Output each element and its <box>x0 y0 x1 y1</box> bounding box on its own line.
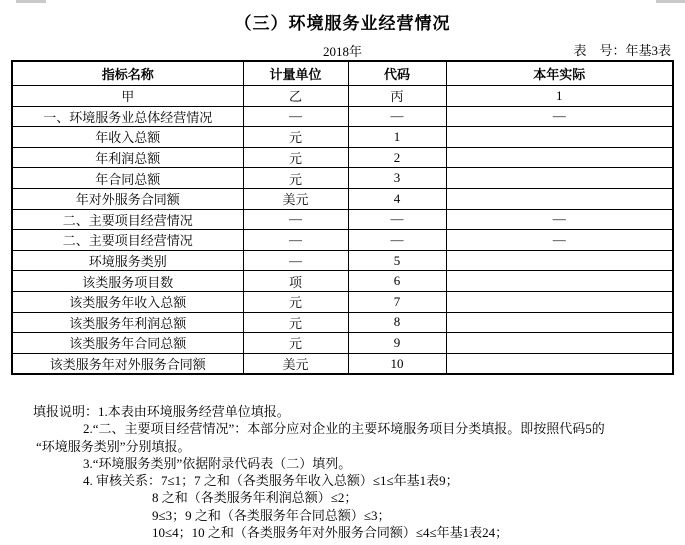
code-cell: 9 <box>348 333 446 354</box>
scan-artifact-left <box>16 0 46 3</box>
note-line: 10≤4；10 之和（各类服务年对外服务合同额）≤4≤年基1表24； <box>152 525 509 541</box>
unit-cell: — <box>243 209 348 230</box>
code-cell: — <box>348 106 446 127</box>
table-row <box>12 168 673 189</box>
table-row <box>12 209 673 230</box>
indicator-name-cell: 该类服务项目数 <box>12 271 243 292</box>
unit-cell: — <box>243 106 348 127</box>
value-cell <box>446 271 673 292</box>
subheader-jia: 甲 <box>12 86 243 107</box>
indicator-name-cell: 二、主要项目经营情况 <box>12 230 243 251</box>
note-line: 填报说明：1.本表由环境服务经营单位填报。 <box>33 404 290 419</box>
code-cell: 1 <box>348 127 446 148</box>
form-number-label: 表 号：年基3表 <box>573 43 671 58</box>
value-cell <box>446 312 673 333</box>
code-cell: — <box>348 230 446 251</box>
indicator-name-cell: 二、主要项目经营情况 <box>12 209 243 230</box>
value-cell: — <box>446 230 673 251</box>
code-cell: 7 <box>348 291 446 312</box>
scan-artifact-right <box>656 0 685 3</box>
unit-cell: 元 <box>243 333 348 354</box>
indicator-name-cell: 年合同总额 <box>12 168 243 189</box>
subheader-bing: 丙 <box>348 86 446 107</box>
indicator-name-cell: 该类服务年利润总额 <box>12 312 243 333</box>
code-cell: 4 <box>348 188 446 209</box>
indicator-name-cell: 该类服务年对外服务合同额 <box>12 353 243 374</box>
note-line: 3.“环境服务类别”依据附录代码表（二）填列。 <box>83 455 352 471</box>
unit-cell: 元 <box>243 147 348 168</box>
table-row <box>12 333 673 354</box>
table-row <box>12 188 673 209</box>
table-row <box>12 271 673 292</box>
note-line: 4. 审核关系：7≤1；7 之和（各类服务年收入总额）≤1≤年基1表9； <box>83 473 459 489</box>
unit-cell: 元 <box>243 168 348 189</box>
value-cell <box>446 250 673 271</box>
value-cell: — <box>446 209 673 230</box>
code-cell: 6 <box>348 271 446 292</box>
code-cell: 8 <box>348 312 446 333</box>
code-cell: 10 <box>348 353 446 374</box>
code-cell: 2 <box>348 147 446 168</box>
column-header-current-year: 本年实际 <box>446 61 673 86</box>
indicator-name-cell: 该类服务年合同总额 <box>12 333 243 354</box>
column-header-unit: 计量单位 <box>243 61 348 86</box>
indicator-name-cell: 年对外服务合同额 <box>12 188 243 209</box>
value-cell <box>446 188 673 209</box>
indicator-name-cell: 一、环境服务业总体经营情况 <box>12 106 243 127</box>
header-row <box>12 61 673 86</box>
table-row <box>12 291 673 312</box>
unit-cell: 元 <box>243 127 348 148</box>
table-row <box>12 127 673 148</box>
table-row <box>12 353 673 374</box>
unit-cell: 美元 <box>243 188 348 209</box>
filing-notes <box>0 403 685 541</box>
table-row <box>12 312 673 333</box>
code-cell: 5 <box>348 250 446 271</box>
note-line: 9≤3；9 之和（各类服务年合同总额）≤3； <box>152 507 391 523</box>
indicator-name-cell: 该类服务年收入总额 <box>12 291 243 312</box>
value-cell <box>446 333 673 354</box>
unit-cell: 元 <box>243 312 348 333</box>
unit-cell: 元 <box>243 291 348 312</box>
page-title: （三）环境服务业经营情况 <box>234 14 451 33</box>
note-line: 8 之和（各类服务年利润总额）≤2； <box>152 490 358 506</box>
table-row <box>12 250 673 271</box>
unit-cell: — <box>243 230 348 251</box>
table-row <box>12 147 673 168</box>
code-cell: 3 <box>348 168 446 189</box>
value-cell <box>446 168 673 189</box>
value-cell <box>446 147 673 168</box>
indicator-name-cell: 年收入总额 <box>12 127 243 148</box>
code-cell: — <box>348 209 446 230</box>
unit-cell: — <box>243 250 348 271</box>
value-cell <box>446 127 673 148</box>
table-row <box>12 106 673 127</box>
value-cell: — <box>446 106 673 127</box>
value-cell <box>446 291 673 312</box>
subheader-one: 1 <box>446 86 673 107</box>
subheader-yi: 乙 <box>243 86 348 107</box>
indicator-name-cell: 年利润总额 <box>12 147 243 168</box>
note-line: 2.“二、主要项目经营情况”：本部分应对企业的主要环境服务项目分类填报。即按照代码5的 <box>83 421 605 437</box>
indicators-table <box>11 60 674 375</box>
year-label: 2018年 <box>322 44 362 59</box>
unit-cell: 项 <box>243 271 348 292</box>
note-line: “环境服务类别”分别填报。 <box>36 438 191 454</box>
unit-cell: 美元 <box>243 353 348 374</box>
subheader-row <box>12 86 673 107</box>
column-header-code: 代码 <box>348 61 446 86</box>
indicator-name-cell: 环境服务类别 <box>12 250 243 271</box>
table-row <box>12 230 673 251</box>
value-cell <box>446 353 673 374</box>
column-header-indicator-name: 指标名称 <box>12 61 243 86</box>
